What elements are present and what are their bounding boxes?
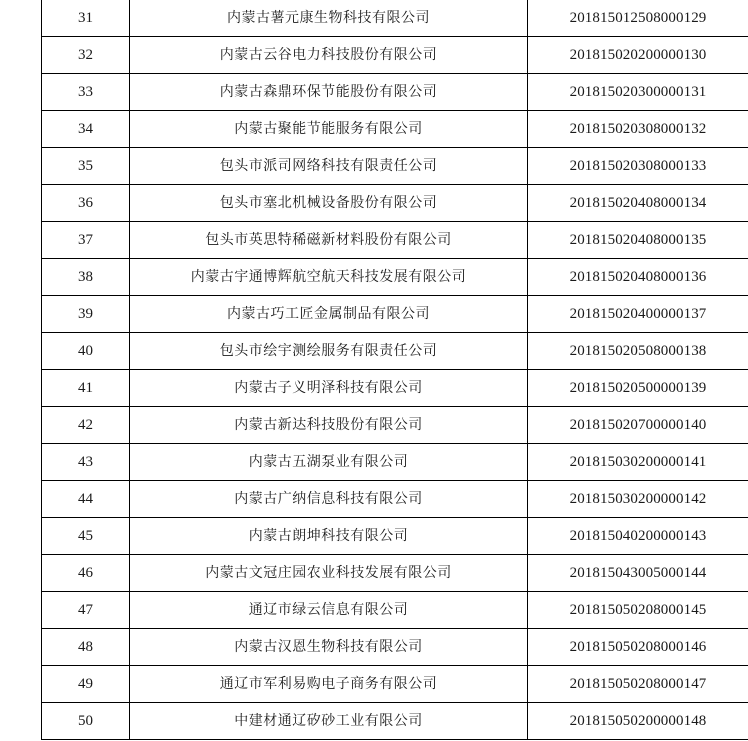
row-number: 43 [42, 444, 130, 481]
row-number: 42 [42, 407, 130, 444]
registration-code: 201815050200000148 [528, 703, 748, 740]
table-row [42, 37, 748, 74]
row-number: 33 [42, 74, 130, 111]
company-name: 内蒙古五湖泵业有限公司 [130, 444, 528, 481]
company-name: 通辽市绿云信息有限公司 [130, 592, 528, 629]
table-row [42, 703, 748, 740]
registration-code: 201815012508000129 [528, 0, 748, 37]
company-name: 内蒙古文冠庄园农业科技发展有限公司 [130, 555, 528, 592]
registration-code: 201815040200000143 [528, 518, 748, 555]
row-number: 36 [42, 185, 130, 222]
company-name: 中建材通辽矽砂工业有限公司 [130, 703, 528, 740]
registration-code: 201815020508000138 [528, 333, 748, 370]
table-row [42, 666, 748, 703]
table-row [42, 259, 748, 296]
table-row [42, 333, 748, 370]
row-number: 37 [42, 222, 130, 259]
row-number: 32 [42, 37, 130, 74]
table-row [42, 296, 748, 333]
company-name: 包头市绘宇测绘服务有限责任公司 [130, 333, 528, 370]
registration-code: 201815020500000139 [528, 370, 748, 407]
row-number: 49 [42, 666, 130, 703]
company-name: 内蒙古森鼎环保节能股份有限公司 [130, 74, 528, 111]
table-row [42, 481, 748, 518]
table-row [42, 444, 748, 481]
registration-code: 201815043005000144 [528, 555, 748, 592]
table-row [42, 592, 748, 629]
row-number: 31 [42, 0, 130, 37]
row-number: 34 [42, 111, 130, 148]
registration-code: 201815050208000145 [528, 592, 748, 629]
company-name: 内蒙古云谷电力科技股份有限公司 [130, 37, 528, 74]
company-registry-table [41, 0, 748, 740]
company-name: 包头市英思特稀磁新材料股份有限公司 [130, 222, 528, 259]
row-number: 35 [42, 148, 130, 185]
registration-code: 201815020300000131 [528, 74, 748, 111]
table-row [42, 407, 748, 444]
table-body [42, 0, 748, 740]
company-name: 内蒙古子义明泽科技有限公司 [130, 370, 528, 407]
table-row [42, 518, 748, 555]
company-registry-table-container [41, 0, 748, 740]
registration-code: 201815020700000140 [528, 407, 748, 444]
row-number: 44 [42, 481, 130, 518]
row-number: 50 [42, 703, 130, 740]
registration-code: 201815020408000134 [528, 185, 748, 222]
registration-code: 201815020200000130 [528, 37, 748, 74]
registration-code: 201815020400000137 [528, 296, 748, 333]
table-row [42, 148, 748, 185]
row-number: 45 [42, 518, 130, 555]
registration-code: 201815020408000136 [528, 259, 748, 296]
company-name: 内蒙古聚能节能服务有限公司 [130, 111, 528, 148]
row-number: 48 [42, 629, 130, 666]
table-row [42, 111, 748, 148]
company-name: 内蒙古新达科技股份有限公司 [130, 407, 528, 444]
registration-code: 201815020308000132 [528, 111, 748, 148]
row-number: 47 [42, 592, 130, 629]
table-row [42, 555, 748, 592]
company-name: 内蒙古广纳信息科技有限公司 [130, 481, 528, 518]
row-number: 40 [42, 333, 130, 370]
table-row [42, 185, 748, 222]
table-row [42, 629, 748, 666]
company-name: 内蒙古薯元康生物科技有限公司 [130, 0, 528, 37]
company-name: 内蒙古宇通博辉航空航天科技发展有限公司 [130, 259, 528, 296]
registration-code: 201815050208000146 [528, 629, 748, 666]
table-row [42, 0, 748, 37]
company-name: 通辽市军利易购电子商务有限公司 [130, 666, 528, 703]
registration-code: 201815030200000142 [528, 481, 748, 518]
row-number: 39 [42, 296, 130, 333]
company-name: 包头市塞北机械设备股份有限公司 [130, 185, 528, 222]
table-row [42, 74, 748, 111]
table-row [42, 370, 748, 407]
company-name: 内蒙古巧工匠金属制品有限公司 [130, 296, 528, 333]
registration-code: 201815030200000141 [528, 444, 748, 481]
company-name: 内蒙古汉恩生物科技有限公司 [130, 629, 528, 666]
registration-code: 201815020408000135 [528, 222, 748, 259]
registration-code: 201815050208000147 [528, 666, 748, 703]
company-name: 包头市派司网络科技有限责任公司 [130, 148, 528, 185]
row-number: 41 [42, 370, 130, 407]
company-name: 内蒙古朗坤科技有限公司 [130, 518, 528, 555]
row-number: 46 [42, 555, 130, 592]
registration-code: 201815020308000133 [528, 148, 748, 185]
table-row [42, 222, 748, 259]
row-number: 38 [42, 259, 130, 296]
